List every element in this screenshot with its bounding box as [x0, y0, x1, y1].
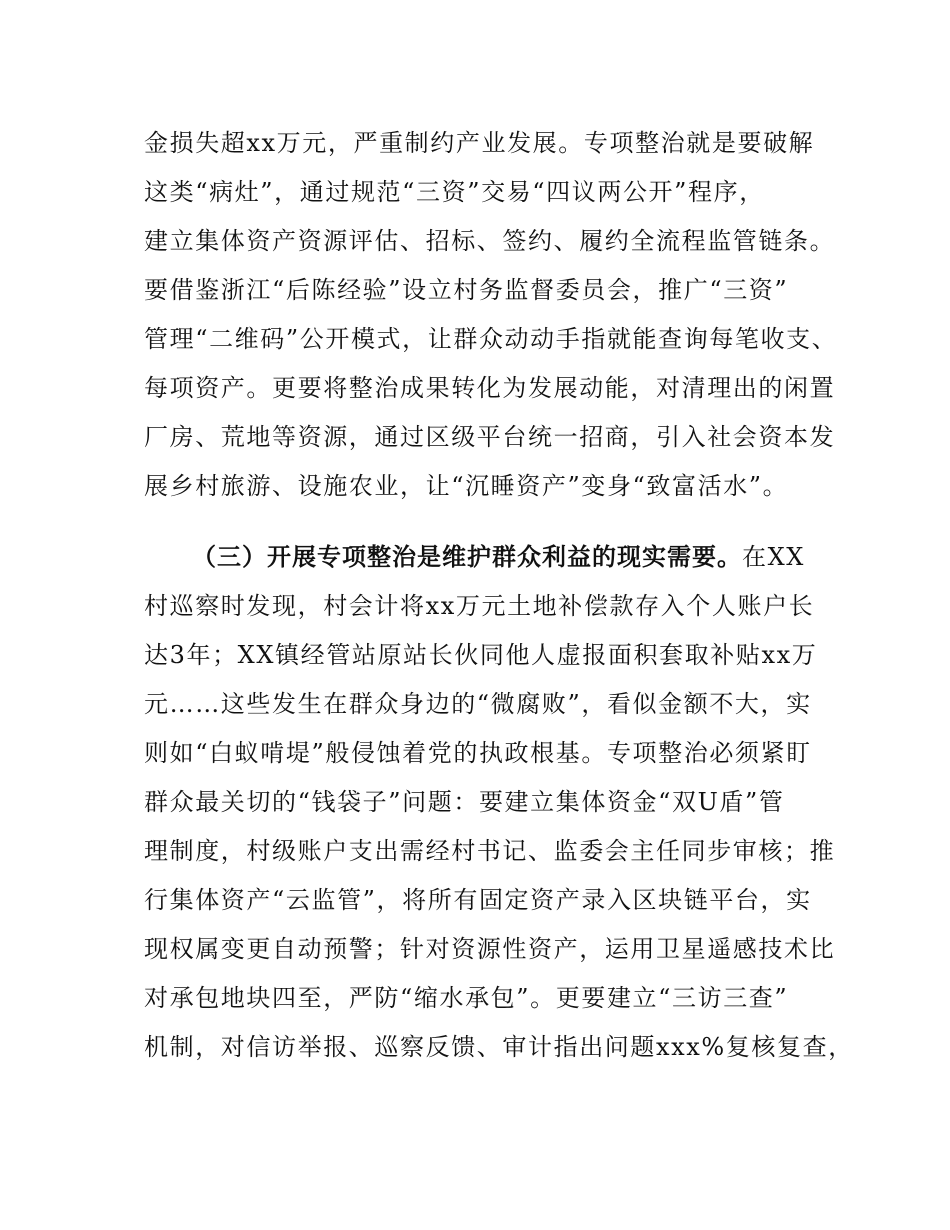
- paragraph-1-line-3: 建立集体资产资源评估、招标、签约、履约全流程监管链条。: [144, 227, 836, 255]
- paragraph-2-line-7: 理制度，村级账户支出需经村书记、监委会主任同步审核；推: [144, 837, 836, 865]
- paragraph-1-line-2: 这类“病灶”，通过规范“三资”交易“四议两公开”程序，: [144, 178, 765, 206]
- paragraph-2-line-6: 群众最关切的“钱袋子”问题：要建立集体资金“双U盾”管: [144, 788, 785, 816]
- section-heading: （三）开展专项整治是维护群众利益的现实需要。: [192, 543, 742, 571]
- paragraph-2-line-3: 达3年；XX镇经管站原站长伙同他人虚报面积套取补贴xx万: [144, 641, 818, 669]
- paragraph-1-line-1: 金损失超xx万元，严重制约产业发展。专项整治就是要破解: [144, 129, 815, 157]
- paragraph-1-line-4: 要借鉴浙江“后陈经验”设立村务监督委员会，推广“三资”: [144, 276, 789, 304]
- paragraph-2-line-5: 则如“白蚁啃堤”般侵蚀着党的执政根基。专项整治必须紧盯: [144, 739, 812, 767]
- paragraph-2-line-11: 机制，对信访举报、巡察反馈、审计指出问题xxx%复核复查，: [144, 1033, 854, 1061]
- paragraph-2-line-9: 现权属变更自动预警；针对资源性资产，运用卫星遥感技术比: [144, 935, 836, 963]
- paragraph-1-line-8: 展乡村旅游、设施农业，让“沉睡资产”变身“致富活水”。: [144, 472, 789, 500]
- paragraph-2-line-10: 对承包地块四至，严防“缩水承包”。更要建立“三访三查”: [144, 984, 789, 1012]
- paragraph-2-first-line: [144, 541, 824, 573]
- paragraph-2-line-1-rest: 在XX: [742, 543, 805, 571]
- paragraph-1-line-7: 厂房、荒地等资源，通过区级平台统一招商，引入社会资本发: [144, 423, 836, 451]
- paragraph-2-line-4: 元……这些发生在群众身边的“微腐败”，看似金额不大，实: [144, 690, 812, 718]
- paragraph-2-line-2: 村巡察时发现，村会计将xx万元土地补偿款存入个人账户长: [144, 592, 815, 620]
- paragraph-1-line-6: 每项资产。更要将整治成果转化为发展动能，对清理出的闲置: [144, 374, 836, 402]
- paragraph-1-line-5: 管理“二维码”公开模式，让群众动动手指就能查询每笔收支、: [144, 325, 838, 353]
- paragraph-2-line-8: 行集体资产“云监管”，将所有固定资产录入区块链平台，实: [144, 886, 812, 914]
